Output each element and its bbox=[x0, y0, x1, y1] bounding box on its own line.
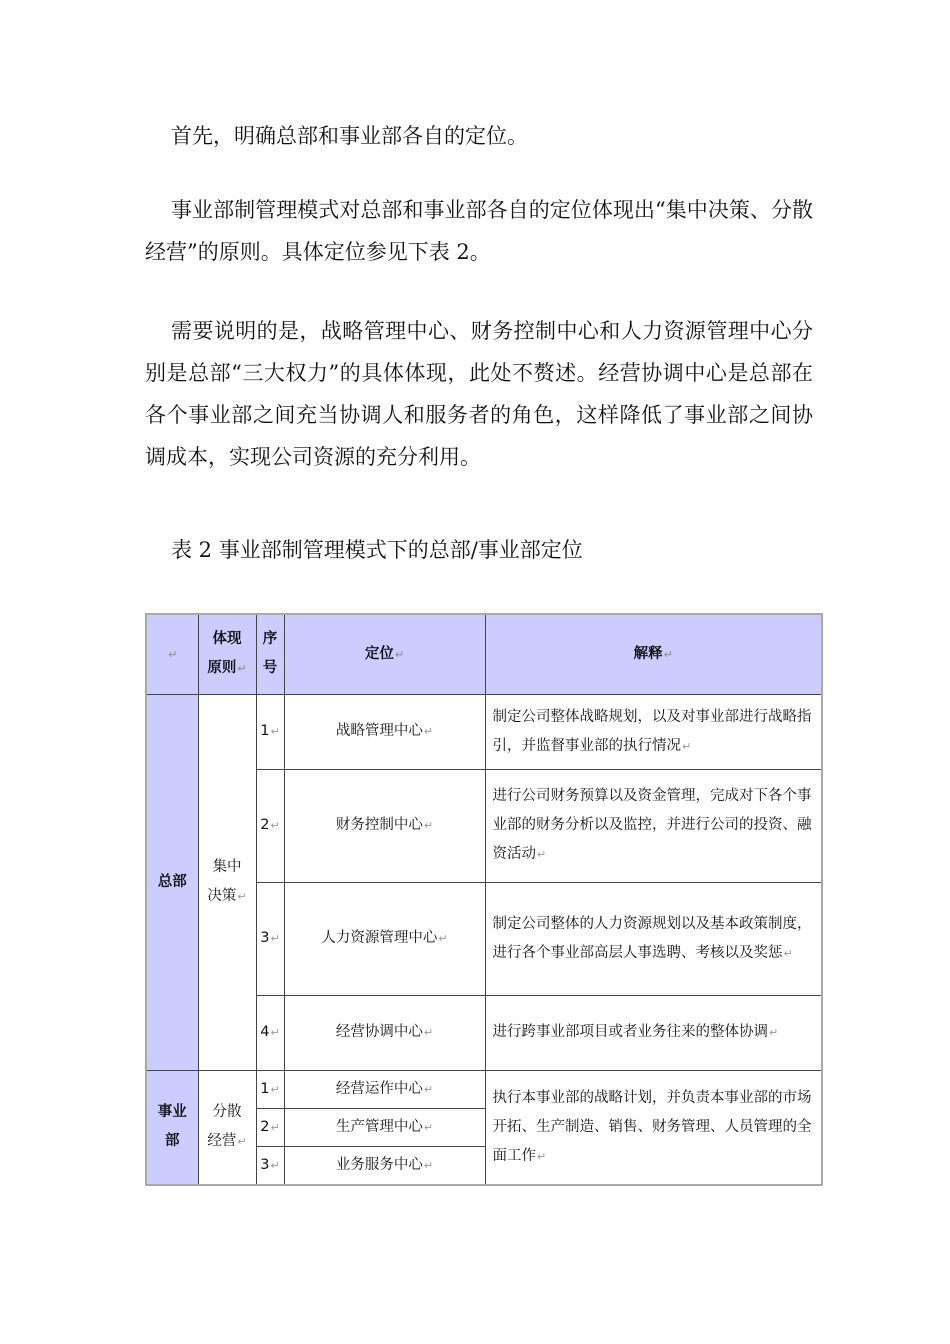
seq-cell: 3↵ bbox=[256, 882, 284, 995]
paragraph-explanation: 需要说明的是，战略管理中心、财务控制中心和人力资源管理中心分别是总部“三大权力”的具体体现，此处不赘述。经营协调中心是总部在各个事业部之间充当协调人和服务者的角色，这样降低了事业部之间协调成本，实现公司资源的充分利用。 bbox=[145, 319, 813, 469]
explanation-cell: 制定公司整体战略规划，以及对事业部进行战略指引，并监督事业部的执行情况↵ bbox=[485, 694, 822, 769]
seq-cell: 3↵ bbox=[256, 1146, 284, 1185]
principle-centralized: 集中决策↵ bbox=[198, 694, 256, 1070]
position-cell: 经营运作中心↵ bbox=[284, 1070, 485, 1108]
seq-cell: 1↵ bbox=[256, 1070, 284, 1108]
header-position: 定位↵ bbox=[284, 614, 485, 694]
seq-cell: 4↵ bbox=[256, 995, 284, 1070]
paragraph-principle: 事业部制管理模式对总部和事业部各自的定位体现出“集中决策、分散经营”的原则。具体定位参见下表 2。 bbox=[145, 198, 813, 264]
positioning-table bbox=[145, 613, 823, 1186]
table-caption: 表 2 事业部制管理模式下的总部/事业部定位 bbox=[171, 538, 583, 562]
table-header-row bbox=[146, 614, 822, 694]
seq-cell: 2↵ bbox=[256, 769, 284, 882]
principle-decentralized: 分散经营↵ bbox=[198, 1070, 256, 1185]
position-cell: 经营协调中心↵ bbox=[284, 995, 485, 1070]
seq-cell: 2↵ bbox=[256, 1108, 284, 1146]
position-cell: 战略管理中心↵ bbox=[284, 694, 485, 769]
explanation-cell: 执行本事业部的战略计划，并负责本事业部的市场开拓、生产制造、销售、财务管理、人员管理的全面工作↵ bbox=[485, 1070, 822, 1185]
header-principle: 体现原则↵ bbox=[198, 614, 256, 694]
header-seq: 序号 bbox=[256, 614, 284, 694]
explanation-cell: 进行公司财务预算以及资金管理，完成对下各个事业部的财务分析以及监控，并进行公司的投资、融资活动↵ bbox=[485, 769, 822, 882]
position-cell: 生产管理中心↵ bbox=[284, 1108, 485, 1146]
group-business-unit: 事业部 bbox=[146, 1070, 198, 1185]
header-empty-cell: ↵ bbox=[146, 614, 198, 694]
table-row bbox=[146, 694, 822, 769]
explanation-cell: 制定公司整体的人力资源规划以及基本政策制度，进行各个事业部高层人事选聘、考核以及奖惩↵ bbox=[485, 882, 822, 995]
header-explanation: 解释↵ bbox=[485, 614, 822, 694]
explanation-cell: 进行跨事业部项目或者业务往来的整体协调↵ bbox=[485, 995, 822, 1070]
group-headquarters: 总部 bbox=[146, 694, 198, 1070]
position-cell: 业务服务中心↵ bbox=[284, 1146, 485, 1185]
position-cell: 人力资源管理中心↵ bbox=[284, 882, 485, 995]
table-row bbox=[146, 1070, 822, 1108]
paragraph-intro: 首先，明确总部和事业部各自的定位。 bbox=[171, 124, 528, 148]
position-cell: 财务控制中心↵ bbox=[284, 769, 485, 882]
seq-cell: 1↵ bbox=[256, 694, 284, 769]
